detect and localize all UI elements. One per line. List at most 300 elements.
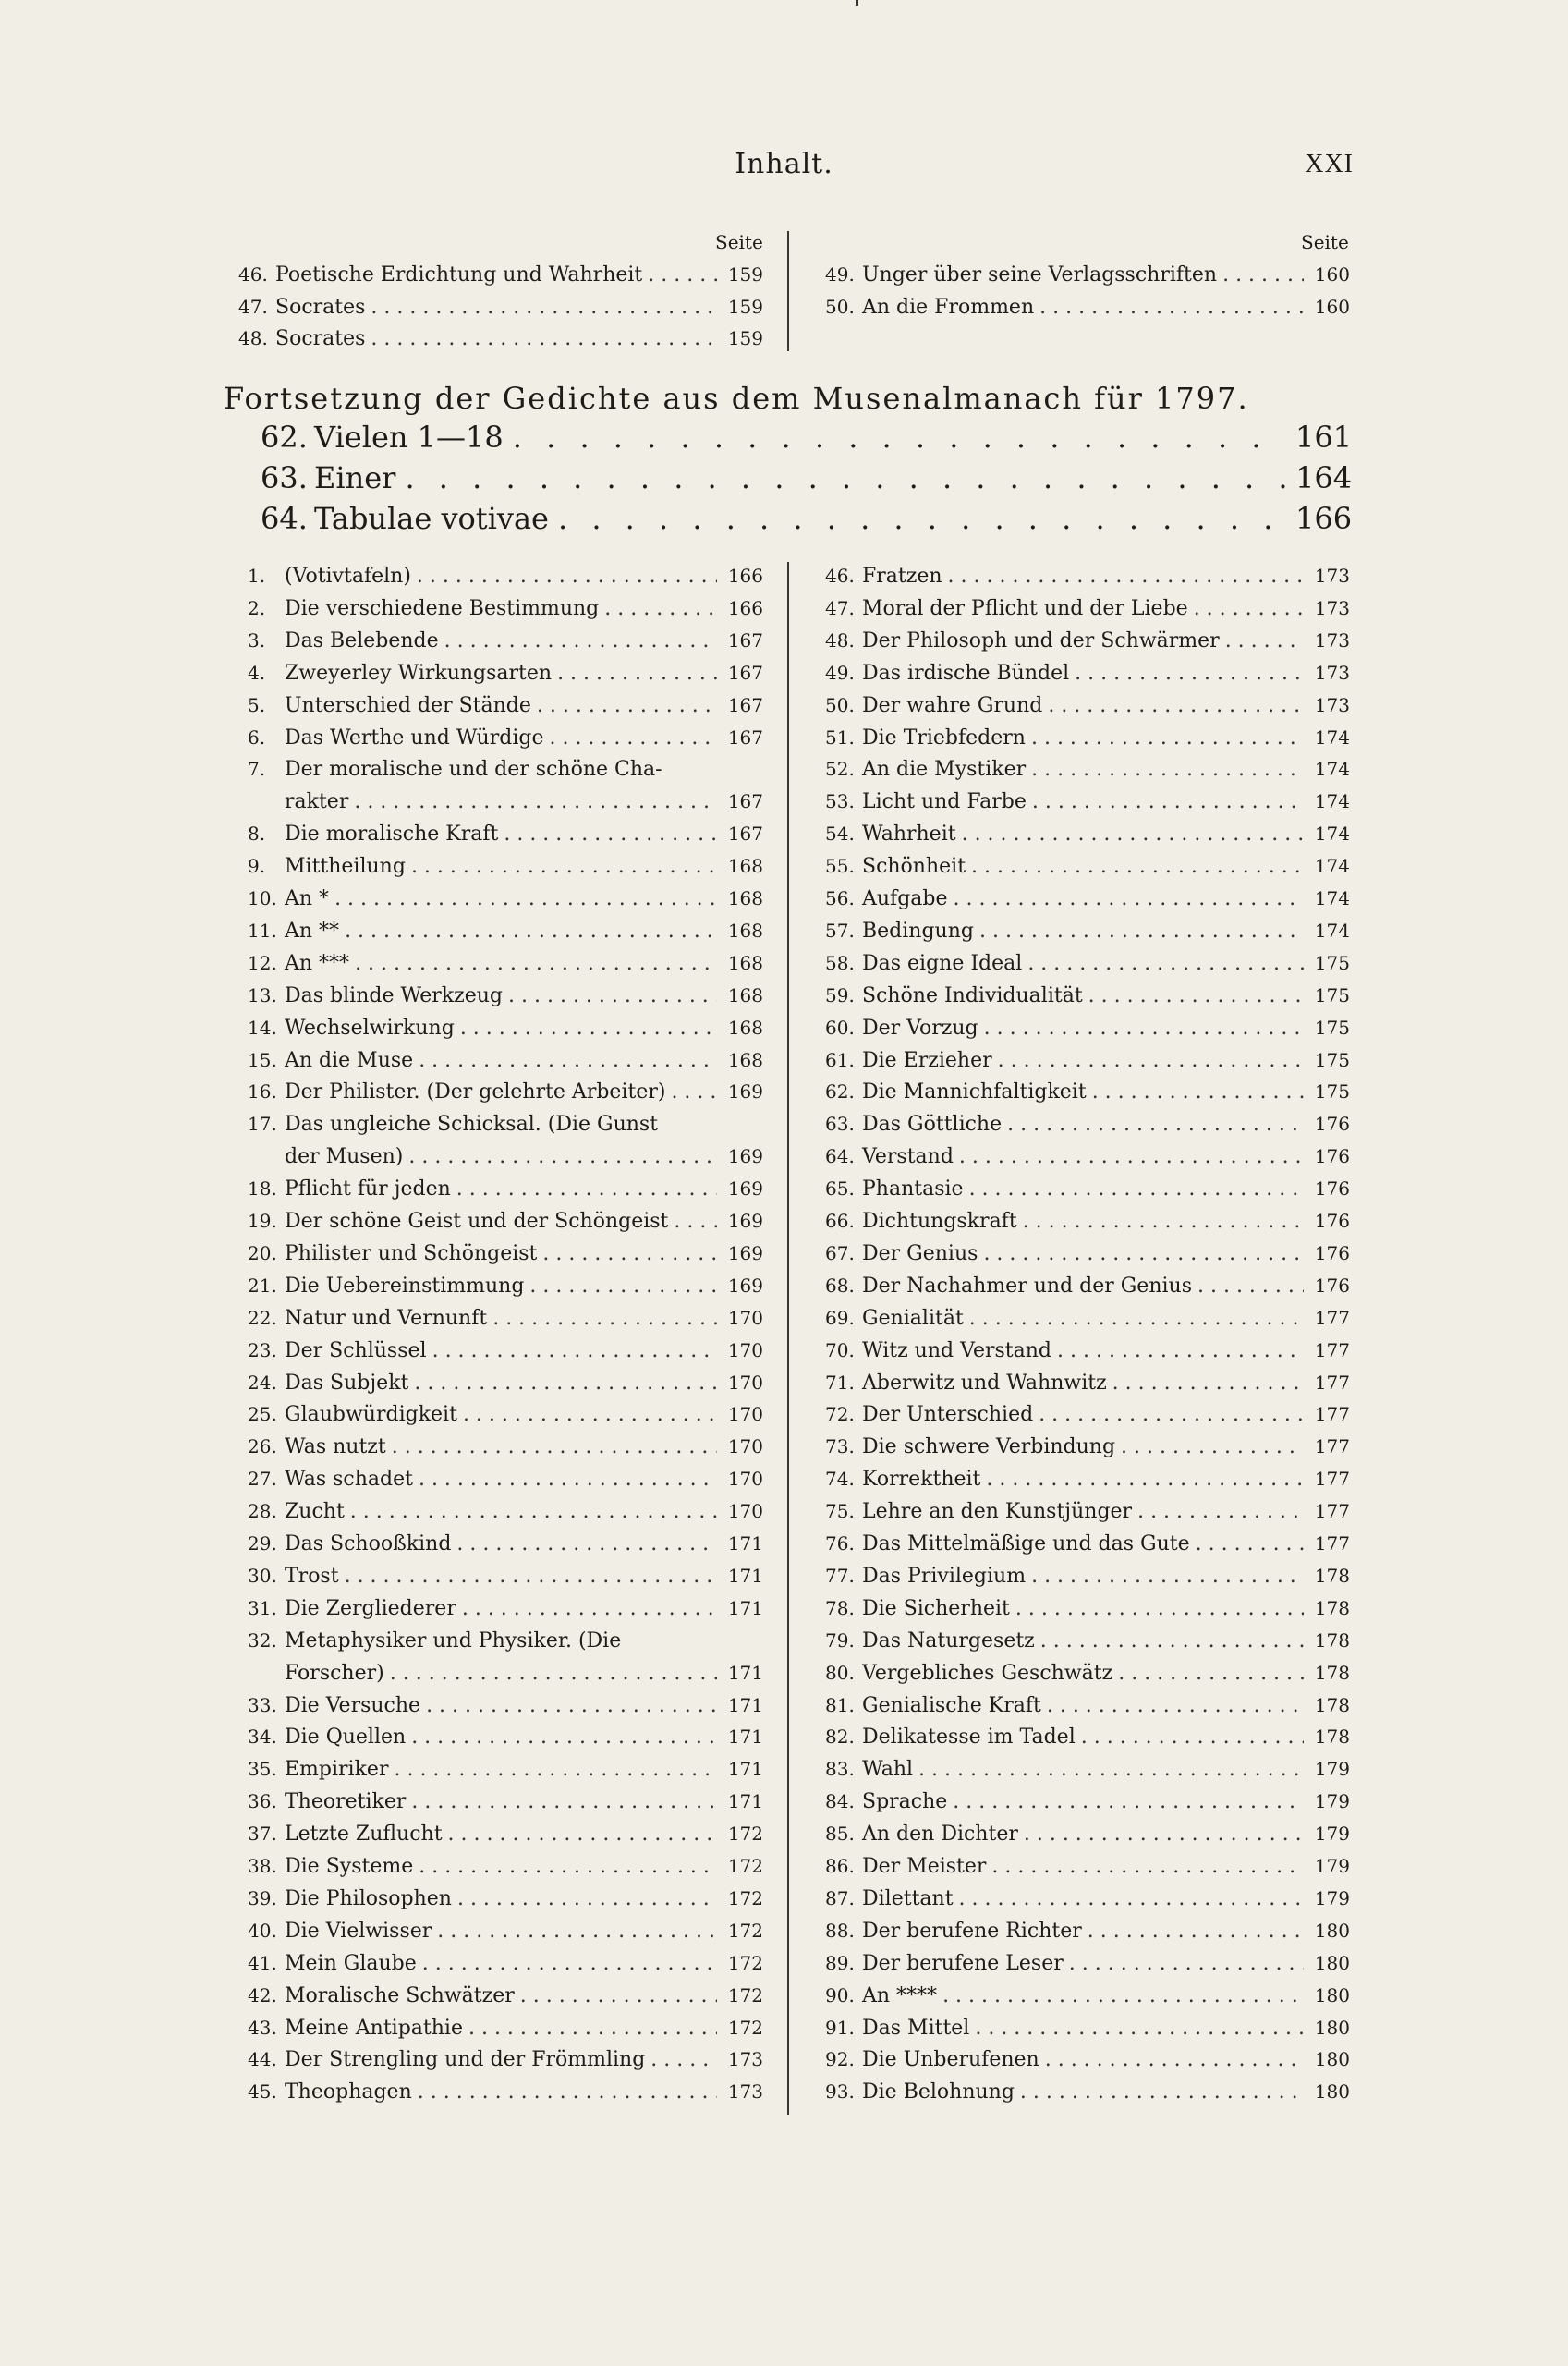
entry-page: 168 [727, 919, 763, 942]
entry-leader-dots [1075, 657, 1304, 689]
entry-page: 164 [1295, 460, 1353, 495]
entry-page: 170 [727, 1435, 763, 1458]
toc-entry [238, 291, 763, 323]
entry-page: 175 [1314, 983, 1350, 1006]
entry-leader-dots [942, 1980, 1304, 2012]
entry-number: 34. [248, 1726, 277, 1749]
entry-number: 35. [248, 1758, 277, 1781]
entry-page: 167 [727, 661, 763, 684]
entry-number: 84. [825, 1790, 855, 1813]
entry-leader-dots [1137, 1495, 1304, 1528]
entry-page: 176 [1314, 1274, 1350, 1297]
entry-title: Die moralische Kraft [285, 823, 499, 847]
entry-number: 50. [825, 693, 855, 716]
entry-title: An ** [285, 919, 340, 943]
entry-leader-dots [513, 420, 1286, 455]
entry-title: Die Belohnung [862, 2080, 1015, 2104]
entry-page: 170 [727, 1500, 763, 1523]
toc-entry [248, 883, 763, 915]
toc-entry [825, 2012, 1350, 2044]
entry-title: Vielen 1—18 [314, 420, 504, 455]
column-divider-main [787, 562, 789, 2115]
entry-page: 170 [727, 1306, 763, 1329]
entry-number: 36. [248, 1790, 277, 1813]
entry-title: Der Unterschied [862, 1403, 1034, 1427]
entry-leader-dots [648, 259, 717, 291]
entry-page: 174 [1314, 823, 1350, 846]
toc-entry [825, 818, 1350, 850]
toc-entry [825, 1431, 1350, 1463]
entry-number: 47. [238, 295, 268, 318]
entry-leader-dots [1024, 1818, 1304, 1850]
toc-entry [825, 1625, 1350, 1657]
toc-entry [238, 323, 763, 355]
entry-number: 9. [248, 855, 266, 878]
entry-title: Aufgabe [862, 887, 948, 910]
entry-title: Sprache [862, 1790, 948, 1814]
entry-leader-dots [1039, 291, 1304, 323]
entry-leader-dots [418, 2076, 717, 2108]
entry-title: Der Nachahmer und der Genius [862, 1274, 1192, 1298]
entry-title: Der berufene Richter [862, 1919, 1082, 1943]
toc-entry [248, 1238, 763, 1270]
entry-title: Das Belebende [285, 628, 439, 652]
entry-title: An * [285, 887, 330, 910]
entry-leader-dots [979, 915, 1304, 947]
entry-number: 68. [825, 1274, 855, 1297]
entry-number: 10. [248, 887, 277, 909]
entry-number: 6. [248, 726, 266, 749]
entry-page: 177 [1314, 1371, 1350, 1394]
entry-title: Verstand [862, 1145, 954, 1169]
toc-entry [248, 1883, 763, 1915]
entry-number: 62. [825, 1080, 855, 1104]
entry-number: 54. [825, 823, 855, 846]
entry-page: 170 [727, 1403, 763, 1426]
entry-number: 4. [248, 661, 266, 684]
entry-page: 180 [1314, 2048, 1350, 2071]
entry-number: 46. [238, 263, 268, 286]
entry-page: 171 [727, 1790, 763, 1813]
entry-leader-dots [1031, 1560, 1304, 1592]
entry-title: An die Mystiker [862, 758, 1027, 782]
entry-number: 32. [248, 1628, 277, 1652]
entry-title: Dilettant [862, 1886, 954, 1910]
toc-entry [248, 1398, 763, 1431]
toc-entry [248, 1302, 763, 1335]
entry-title: der Musen) [285, 1145, 404, 1169]
entry-leader-dots [460, 1012, 717, 1044]
section-heading: Fortsetzung der Gedichte aus dem Musenalmanach für 1797. [224, 381, 1249, 416]
toc-entry [248, 1205, 763, 1238]
entry-page: 172 [727, 1886, 763, 1909]
entry-number: 37. [248, 1823, 277, 1846]
toc-entry [825, 560, 1350, 592]
toc-entry [248, 1915, 763, 1947]
entry-title: Schöne Individualität [862, 983, 1083, 1007]
entry-title: Mittheilung [285, 855, 406, 879]
entry-number: 87. [825, 1886, 855, 1909]
entry-number: 27. [248, 1468, 277, 1491]
entry-number: 83. [825, 1758, 855, 1781]
entry-title: Der Meister [862, 1855, 987, 1878]
entry-leader-dots [456, 1173, 717, 1205]
entry-page: 177 [1314, 1500, 1350, 1523]
entry-leader-dots [1020, 2076, 1304, 2108]
entry-leader-dots [419, 1463, 717, 1495]
entry-leader-dots [983, 1238, 1304, 1270]
entry-page: 172 [727, 1855, 763, 1877]
toc-entry [248, 592, 763, 625]
entry-page: 169 [727, 1080, 763, 1104]
entry-page: 178 [1314, 1564, 1350, 1587]
entry-leader-dots [1027, 947, 1304, 980]
entry-number: 12. [248, 951, 277, 974]
entry-leader-dots [392, 1431, 717, 1463]
entry-title: Die Unberufenen [862, 2048, 1039, 2072]
entry-number: 30. [248, 1564, 277, 1587]
toc-entry [825, 259, 1350, 291]
entry-title: Das ungleiche Schicksal. (Die Gunst [285, 1113, 659, 1137]
entry-leader-dots [962, 818, 1304, 850]
toc-entry [825, 1140, 1350, 1173]
entry-leader-dots [1069, 1947, 1304, 1980]
entry-leader-dots [604, 592, 717, 625]
entry-leader-dots [508, 980, 717, 1012]
entry-leader-dots [411, 850, 717, 883]
entry-title: Wahl [862, 1758, 914, 1782]
entry-leader-dots [345, 915, 717, 947]
toc-entry [825, 592, 1350, 625]
entry-title: Die verschiedene Bestimmung [285, 596, 600, 620]
entry-number: 53. [825, 790, 855, 813]
toc-entry [248, 1850, 763, 1883]
entry-number: 13. [248, 983, 277, 1006]
entry-number: 75. [825, 1500, 855, 1523]
entry-leader-dots [448, 1818, 717, 1850]
entry-title: Aberwitz und Wahnwitz [862, 1371, 1107, 1395]
entry-leader-dots [408, 1140, 717, 1173]
entry-page: 179 [1314, 1886, 1350, 1909]
toc-entry [248, 1140, 763, 1173]
entry-title: Die schwere Verbindung [862, 1435, 1116, 1459]
entry-number: 65. [825, 1177, 855, 1201]
entry-number: 46. [825, 565, 855, 587]
toc-entry [248, 1173, 763, 1205]
toc-entry [248, 1335, 763, 1367]
entry-title: An die Muse [285, 1048, 414, 1072]
toc-entry [825, 1753, 1350, 1786]
seite-label-right: Seite [1301, 231, 1349, 253]
entry-page: 169 [727, 1241, 763, 1264]
entry-leader-dots [350, 1495, 717, 1528]
entry-page: 174 [1314, 855, 1350, 878]
entry-number: 57. [825, 919, 855, 942]
entry-leader-dots [432, 1335, 717, 1367]
entry-leader-dots [437, 1915, 717, 1947]
entry-title: Der schöne Geist und der Schöngeist [285, 1210, 669, 1233]
entry-number: 89. [825, 1951, 855, 1974]
entry-number: 86. [825, 1855, 855, 1877]
entry-page: 160 [1314, 263, 1350, 286]
entry-page: 173 [1314, 693, 1350, 716]
entry-page: 170 [727, 1371, 763, 1394]
entry-leader-dots [1081, 1721, 1304, 1753]
entry-page: 159 [727, 263, 763, 286]
entry-title: Der Vorzug [862, 1016, 978, 1040]
entry-leader-dots [414, 1367, 717, 1399]
entry-number: 1. [248, 565, 266, 587]
entry-title: Letzte Zuflucht [285, 1823, 443, 1847]
entry-page: 180 [1314, 1919, 1350, 1942]
entry-leader-dots [390, 1657, 717, 1689]
entry-title: Forscher) [285, 1661, 384, 1685]
entry-leader-dots [918, 1753, 1304, 1786]
entry-title: Die Quellen [285, 1726, 407, 1750]
entry-leader-dots [954, 883, 1304, 915]
entry-title: Empiriker [285, 1758, 389, 1782]
toc-entry [825, 883, 1350, 915]
entry-leader-dots [1222, 259, 1304, 291]
entry-number: 85. [825, 1823, 855, 1846]
entry-leader-dots [959, 1883, 1304, 1915]
toc-entry [248, 1625, 763, 1657]
entry-number: 81. [825, 1693, 855, 1716]
entry-title: An den Dichter [862, 1823, 1018, 1847]
entry-page: 173 [1314, 661, 1350, 684]
entry-leader-dots [975, 2012, 1304, 2044]
entry-leader-dots [405, 460, 1286, 495]
entry-number: 43. [248, 2016, 277, 2039]
entry-title: Licht und Farbe [862, 790, 1027, 814]
entry-title: Die Systeme [285, 1855, 414, 1878]
entry-leader-dots [971, 850, 1304, 883]
entry-number: 21. [248, 1274, 277, 1297]
entry-leader-dots [520, 1980, 717, 2012]
entry-page: 174 [1314, 887, 1350, 909]
entry-page: 167 [727, 693, 763, 716]
entry-leader-dots [334, 883, 717, 915]
toc-entry [825, 1721, 1350, 1753]
seite-label-left: Seite [715, 231, 763, 253]
entry-title: Unterschied der Stände [285, 693, 531, 717]
entry-number: 2. [248, 596, 266, 619]
toc-entry [238, 259, 763, 291]
entry-leader-dots [419, 1044, 717, 1077]
entry-number: 16. [248, 1080, 277, 1104]
toc-entry [248, 1463, 763, 1495]
entry-number: 7. [248, 758, 266, 781]
entry-number: 49. [825, 263, 855, 286]
entry-page: 177 [1314, 1532, 1350, 1555]
entry-page: 171 [727, 1726, 763, 1749]
entry-title: Der Schlüssel [285, 1338, 427, 1362]
entry-title: An *** [285, 951, 350, 975]
entry-title: Pflicht für jeden [285, 1177, 451, 1201]
entry-page: 176 [1314, 1210, 1350, 1232]
toc-entry [248, 1495, 763, 1528]
entry-title: Korrektheit [862, 1468, 981, 1492]
entry-leader-dots [991, 1850, 1304, 1883]
entry-leader-dots [1031, 722, 1304, 754]
entry-page: 180 [1314, 1983, 1350, 2006]
entry-title: Metaphysiker und Physiker. (Die [285, 1628, 622, 1653]
entry-title: Das Privilegium [862, 1564, 1027, 1588]
toc-entry [248, 1947, 763, 1980]
entry-number: 48. [238, 327, 268, 349]
entry-number: 3. [248, 628, 266, 652]
entry-page: 166 [1295, 501, 1353, 536]
entry-leader-dots [422, 1947, 717, 1980]
entry-page: 172 [727, 2016, 763, 2039]
entry-title: Das Mittelmäßige und das Gute [862, 1532, 1190, 1555]
entry-title: Die Erzieher [862, 1048, 992, 1072]
toc-entry [825, 1238, 1350, 1270]
entry-number: 64. [261, 501, 308, 536]
entry-number: 93. [825, 2080, 855, 2104]
entry-title: Mein Glaube [285, 1951, 417, 1975]
entry-leader-dots [457, 1883, 717, 1915]
toc-entry [248, 1689, 763, 1722]
entry-leader-dots [1015, 1592, 1304, 1625]
page-number: XXI [1305, 150, 1354, 178]
entry-leader-dots [1118, 1657, 1304, 1689]
entry-leader-dots [394, 1753, 717, 1786]
entry-page: 161 [1295, 420, 1353, 455]
toc-entry [825, 1592, 1350, 1625]
entry-number: 55. [825, 855, 855, 878]
entry-number: 64. [825, 1145, 855, 1168]
entry-number: 73. [825, 1435, 855, 1458]
entry-number: 29. [248, 1532, 277, 1555]
entry-leader-dots [549, 722, 717, 754]
entry-title: Die Uebereinstimmung [285, 1274, 525, 1298]
entry-leader-dots [998, 1044, 1304, 1077]
entry-title: Meine Antipathie [285, 2016, 463, 2040]
entry-page: 173 [1314, 565, 1350, 587]
entry-title: Der Philister. (Der gelehrte Arbeiter) [285, 1080, 666, 1104]
entry-number: 47. [825, 596, 855, 619]
entry-page: 174 [1314, 790, 1350, 813]
entry-number: 63. [825, 1113, 855, 1136]
entry-page: 176 [1314, 1113, 1350, 1136]
entry-title: Genialische Kraft [862, 1693, 1041, 1717]
entry-page: 172 [727, 1823, 763, 1846]
entry-number: 41. [248, 1951, 277, 1974]
entry-page: 177 [1314, 1403, 1350, 1426]
entry-title: Genialität [862, 1306, 964, 1330]
entry-page: 178 [1314, 1693, 1350, 1716]
entry-page: 168 [727, 887, 763, 909]
page-title: Inhalt. [735, 148, 833, 180]
entry-title: Socrates [275, 295, 366, 319]
entry-leader-dots [984, 1012, 1304, 1044]
entry-page: 176 [1314, 1241, 1350, 1264]
entry-page: 169 [727, 1145, 763, 1168]
entry-page: 180 [1314, 2016, 1350, 2039]
entry-page: 171 [727, 1532, 763, 1555]
entry-page: 171 [727, 1693, 763, 1716]
entry-number: 26. [248, 1435, 277, 1458]
entry-leader-dots [1225, 625, 1304, 657]
toc-entry [825, 980, 1350, 1012]
entry-page: 177 [1314, 1435, 1350, 1458]
toc-entry [248, 786, 763, 818]
entry-leader-dots [1088, 1915, 1304, 1947]
entry-title: Das Subjekt [285, 1371, 409, 1395]
entry-number: 80. [825, 1661, 855, 1684]
toc-entry [248, 1076, 763, 1108]
entry-title: Fratzen [862, 565, 942, 588]
entry-title: Das Mittel [862, 2016, 970, 2040]
entry-number: 24. [248, 1371, 277, 1394]
toc-entry [248, 1721, 763, 1753]
entry-page: 179 [1314, 1790, 1350, 1813]
entry-title: Was nutzt [285, 1435, 386, 1459]
entry-number: 25. [248, 1403, 277, 1426]
toc-entry [248, 689, 763, 722]
toc-entry [825, 1270, 1350, 1302]
toc-entry [248, 2012, 763, 2044]
toc-entry [248, 1592, 763, 1625]
entry-title: Die Sicherheit [862, 1596, 1010, 1620]
toc-entry [261, 501, 1351, 542]
toc-entry [248, 1108, 763, 1140]
toc-entry [248, 1367, 763, 1399]
toc-entry [248, 1560, 763, 1592]
entry-page: 173 [1314, 628, 1350, 652]
entry-number: 17. [248, 1113, 277, 1136]
entry-title: Lehre an den Kunstjünger [862, 1500, 1133, 1524]
entry-number: 14. [248, 1016, 277, 1039]
entry-title: Das Werthe und Würdige [285, 726, 544, 750]
entry-title: Trost [285, 1564, 339, 1588]
toc-entry [248, 947, 763, 980]
entry-title: An die Frommen [862, 295, 1035, 319]
toc-entry [825, 1463, 1350, 1495]
entry-page: 169 [727, 1177, 763, 1201]
entry-page: 171 [727, 1758, 763, 1781]
entry-number: 44. [248, 2048, 277, 2071]
entry-leader-dots [529, 1270, 717, 1302]
entry-leader-dots [417, 560, 717, 592]
entry-leader-dots [1092, 1076, 1304, 1108]
entry-page: 166 [727, 596, 763, 619]
entry-page: 173 [727, 2048, 763, 2071]
toc-entry [248, 722, 763, 754]
entry-page: 174 [1314, 758, 1350, 781]
entry-leader-dots [1197, 1270, 1304, 1302]
toc-entry [248, 560, 763, 592]
entry-title: (Votivtafeln) [285, 565, 411, 588]
toc-entry [248, 1657, 763, 1689]
toc-entry [825, 1398, 1350, 1431]
entry-number: 22. [248, 1306, 277, 1329]
toc-entry [825, 1012, 1350, 1044]
entry-page: 174 [1314, 919, 1350, 942]
entry-title: Glaubwürdigkeit [285, 1403, 457, 1427]
entry-title: Unger über seine Verlagsschriften [862, 263, 1218, 287]
entry-leader-dots [419, 1850, 717, 1883]
toc-entry [825, 1108, 1350, 1140]
entry-leader-dots [444, 625, 717, 657]
entry-page: 180 [1314, 2080, 1350, 2104]
column-divider-top [787, 231, 789, 351]
entry-page: 180 [1314, 1951, 1350, 1974]
entry-page: 175 [1314, 1016, 1350, 1039]
entry-page: 159 [727, 327, 763, 349]
entry-page: 179 [1314, 1855, 1350, 1877]
